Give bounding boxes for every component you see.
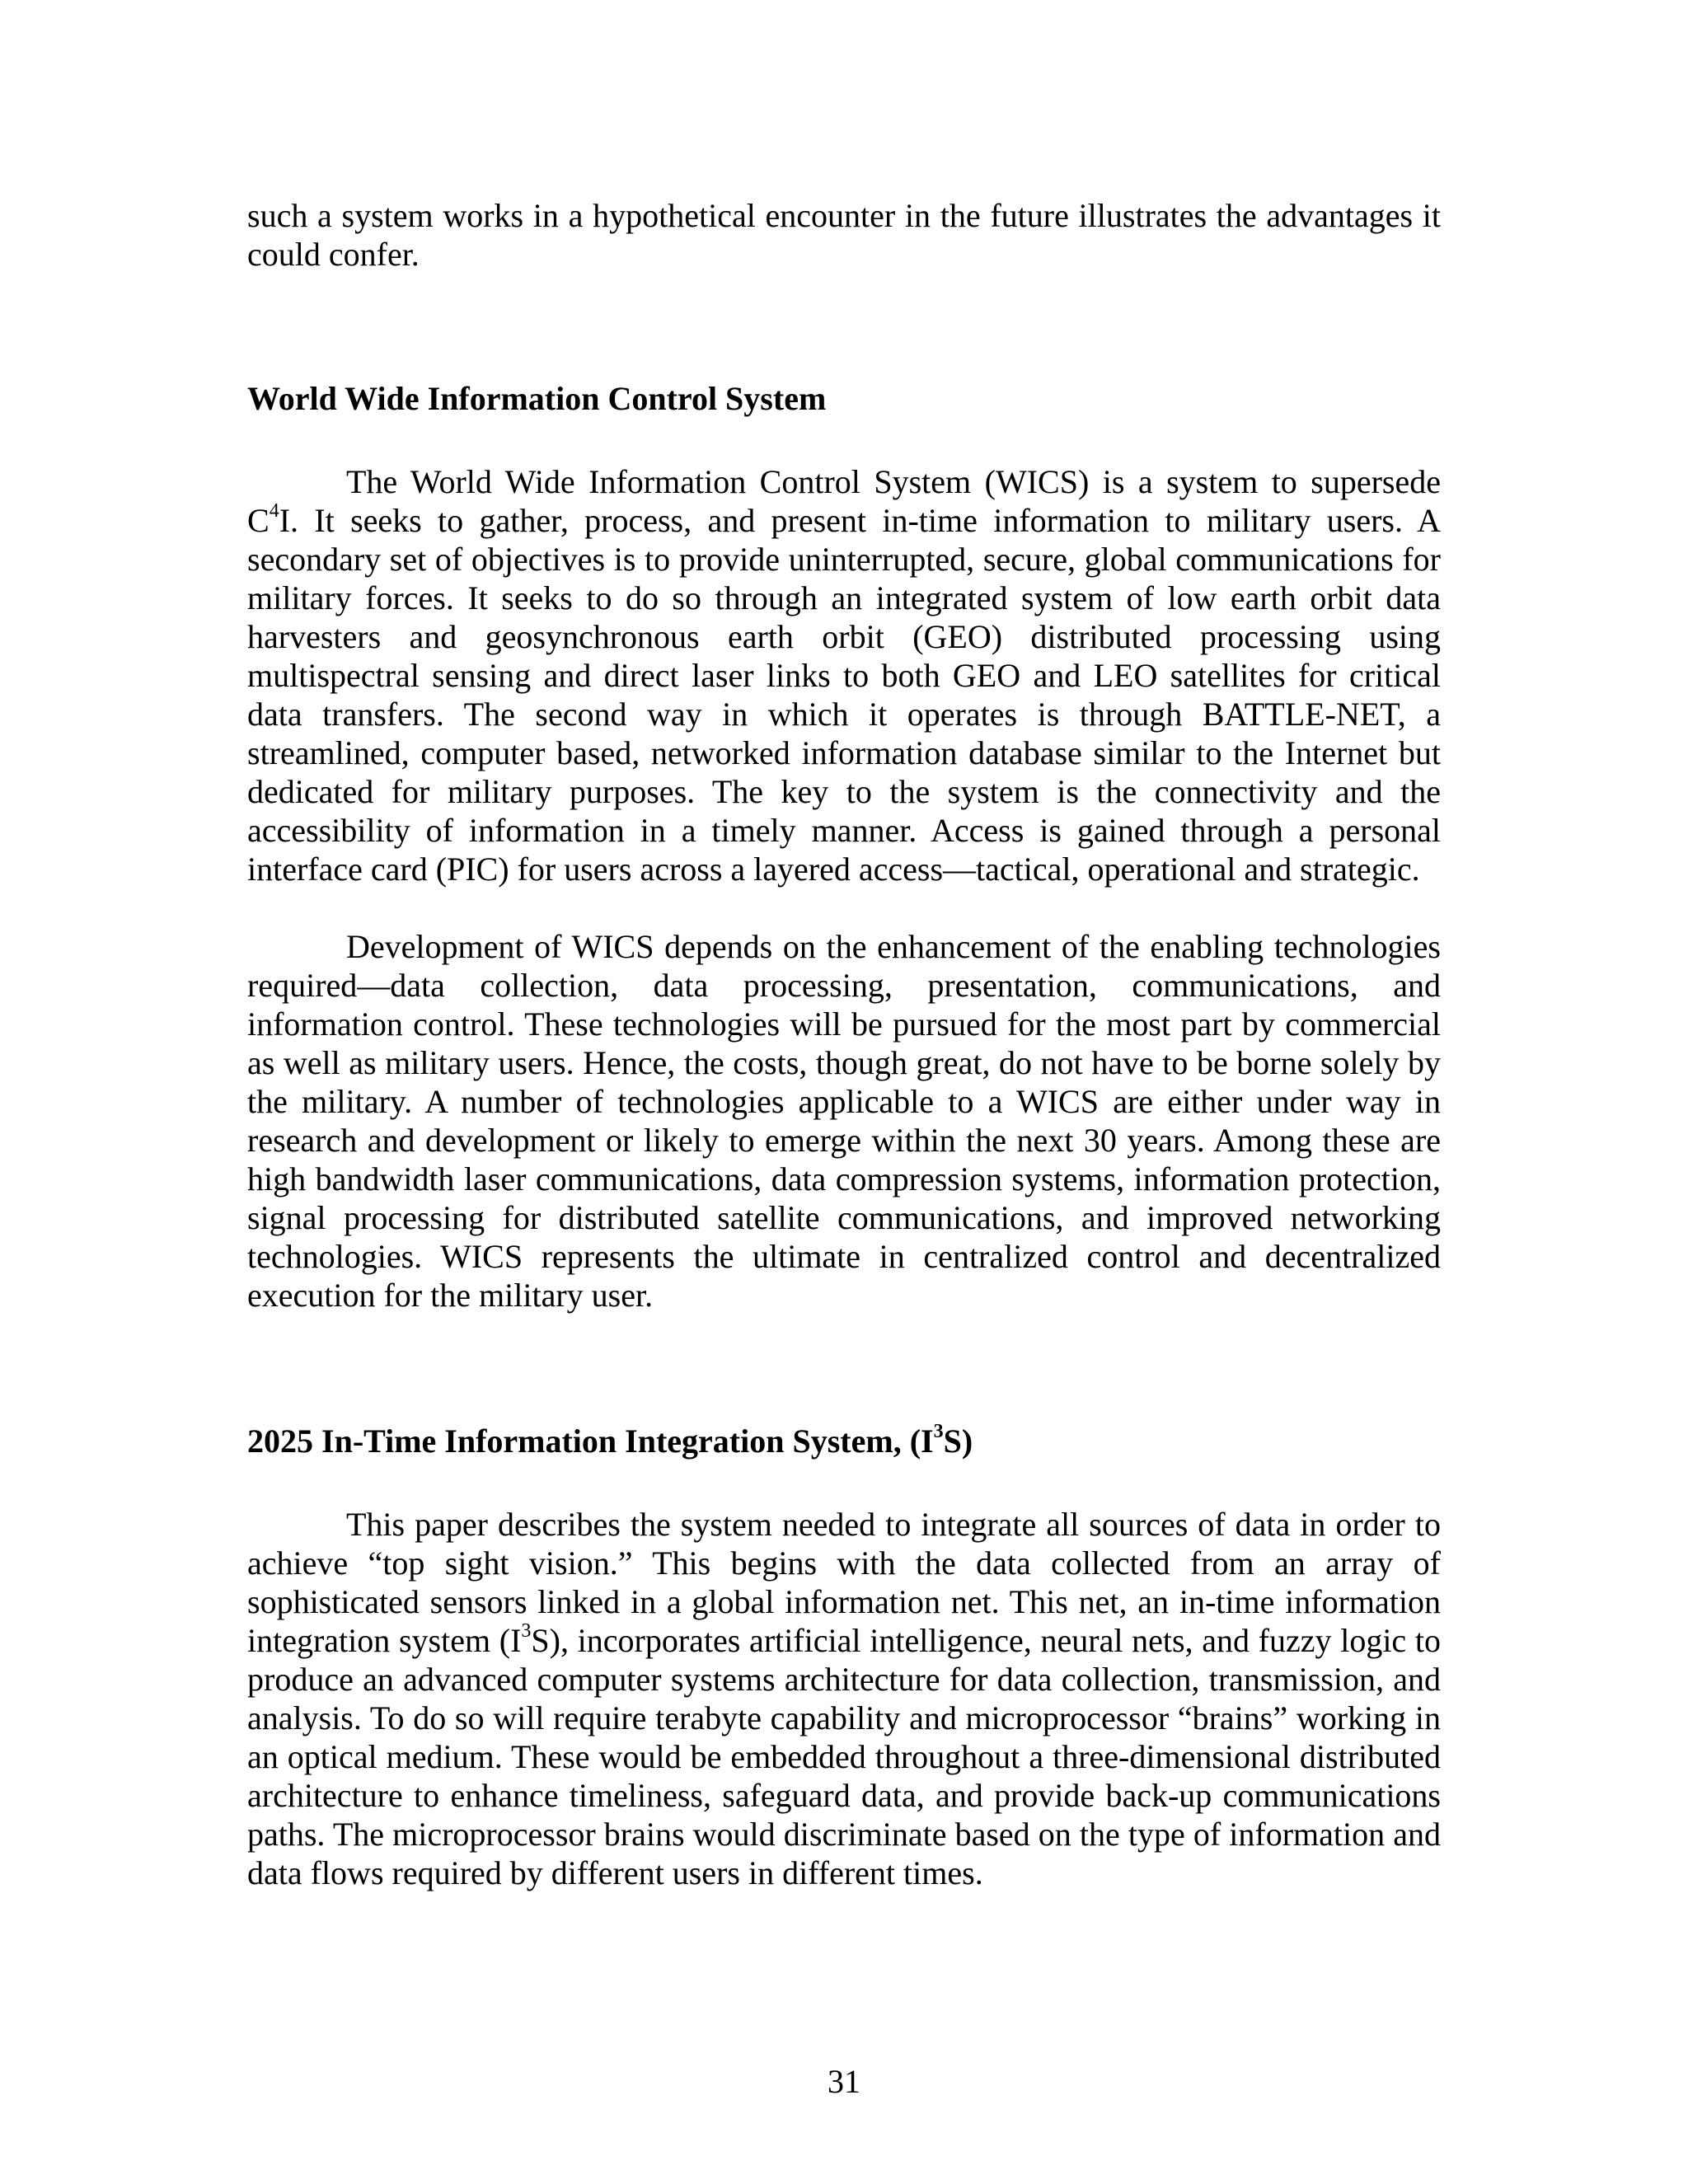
wics-paragraph-2: Development of WICS depends on the enhancement of the enabling technologies required—data collection, data processing, presentation, communications, and information control. These technologies will be pursued for the most part by commercial as well as military users. Hence, the costs, though great, do not have to be borne solely by the military. A number of technologies applicable to a WICS are either under way in research and development or likely to emerge within the next 30 years. Among these are high bandwidth laser communications, data compression systems, information protection, signal processing for distributed satellite communications, and improved networking technologies. WICS represents the ultimate in centralized control and decentralized execution for the military user. <box>247 928 1441 1314</box>
wics-paragraph-1 <box>247 462 1441 888</box>
section-heading-i3s <box>247 1422 1441 1460</box>
section-heading-wics: World Wide Information Control System <box>247 380 827 417</box>
i3s-paragraph-1-superscript: 3 <box>521 1619 532 1642</box>
wics-paragraph-1-superscript: 4 <box>269 499 279 522</box>
i3s-paragraph-1-text-b: S), incorporates artificial intelligence, neural nets, and fuzzy logic to produce an advanced computer systems architecture for data collection, transmission, and analysis. To do so will require terabyte capability and microprocessor “brains” working in an optical medium. These would be embedded throughout a three-dimensional distributed architecture to enhance timeliness, safeguard data, and provide back-up communications paths. The microprocessor brains would discriminate based on the type of information and data flows required by different users in different times. <box>247 1622 1441 1891</box>
i3s-heading-text-a: 2025 In-Time Information Integration System, (I <box>247 1422 934 1460</box>
page-content <box>247 196 1441 1892</box>
i3s-paragraph-1-text-a: This paper describes the system needed to integrate all sources of data in order to achieve “top sight vision.” This begins with the data collected from an array of sophisticated sensors linked in a global information net. This net, an in-time information integration system (I <box>247 1506 1441 1659</box>
wics-paragraph-1-text-b: I. It seeks to gather, process, and present in-time information to military users. A secondary set of objectives is to provide uninterrupted, secure, global communications for military forces. It seeks to do so through an integrated system of low earth orbit data harvesters and geosynchronous earth orbit (GEO) distributed processing using multispectral sensing and direct laser links to both GEO and LEO satellites for critical data transfers. The second way in which it operates is through BATTLE-NET, a streamlined, computer based, networked information database similar to the Internet but dedicated for military purposes. The key to the system is the connectivity and the accessibility of information in a timely manner. Access is gained through a personal interface card (PIC) for users across a layered access—tactical, operational and strategic. <box>247 502 1441 888</box>
i3s-paragraph-1 <box>247 1505 1441 1892</box>
i3s-heading-superscript: 3 <box>933 1420 944 1442</box>
intro-paragraph: such a system works in a hypothetical encounter in the future illustrates the advantages it could confer. <box>247 197 1441 273</box>
i3s-heading-text-b: S) <box>943 1422 973 1460</box>
wics-paragraph-1-text-a: The World Wide Information Control System (WICS) is a system to supersede C <box>247 463 1441 539</box>
page-number: 31 <box>828 2063 860 2100</box>
